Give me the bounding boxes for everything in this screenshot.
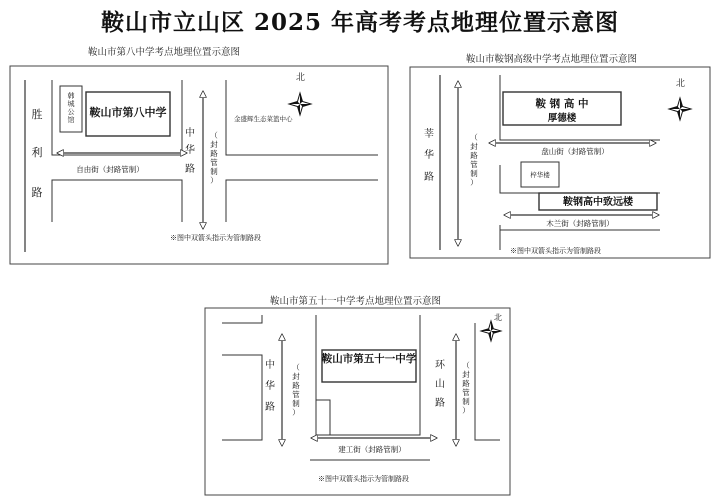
map3-school-block <box>316 315 420 435</box>
map3-block-nw <box>222 315 262 323</box>
map1-control-6: ） <box>210 176 218 185</box>
map1-street-label: 自由街（封路管制） <box>76 165 144 174</box>
map3-caption: 鞍山市第五十一中学考点地理位置示意图 <box>270 296 442 307</box>
map2-school-top-line2: 厚德楼 <box>547 113 577 124</box>
map3-note: ※图中双箭头指示为管制路段 <box>318 475 409 483</box>
map2-road-3: 路 <box>424 172 434 183</box>
map2-control-3: 路 <box>470 151 478 160</box>
map1-school-name: 鞍山市第八中学 <box>89 106 167 119</box>
page-title: 鞍山市立山区 2025 年高考考点地理位置示意图 <box>100 9 620 36</box>
map3-road-east-2: 山 <box>435 379 445 390</box>
map2 <box>410 67 710 258</box>
map3-control-west-3: 路 <box>292 381 300 390</box>
map2-caption: 鞍山市鞍钢高级中学考点地理位置示意图 <box>466 54 638 65</box>
map1-block-se <box>226 180 378 222</box>
map2-building-a-label: 梓华楼 <box>530 171 550 179</box>
map1-control-2: 封 <box>210 140 218 149</box>
map2-street-2: 木兰街（封路管制） <box>546 219 614 228</box>
map1-road-vertical-1: 中 <box>185 128 195 139</box>
map3-control-west-5: 制 <box>292 399 300 408</box>
map2-control-4: 管 <box>470 160 478 169</box>
map3-north-icon <box>481 321 501 341</box>
map2-road-1: 莘 <box>424 129 434 140</box>
map3-block-w <box>222 355 262 440</box>
map1-block-sw <box>52 180 182 222</box>
map3-street-label: 建工街（封路管制） <box>338 445 406 454</box>
map1-control-4: 管 <box>210 158 218 167</box>
map1-road-west-2: 利 <box>31 146 43 159</box>
map3-control-west-2: 封 <box>292 372 300 381</box>
map3-control-east-1: （ <box>462 361 470 370</box>
map1-control-3: 路 <box>210 149 218 158</box>
map1-north-label: 北 <box>296 73 306 83</box>
map2-frame <box>410 67 710 258</box>
map2-note: ※图中双箭头指示为管制路段 <box>510 247 601 255</box>
map3-road-east-3: 路 <box>435 398 445 409</box>
map1-note: ※图中双箭头指示为管制路段 <box>170 234 261 242</box>
map3-block-e <box>475 323 500 440</box>
map2-school-top-line1: 鞍 钢 高 中 <box>535 98 589 110</box>
map3-control-east-3: 路 <box>462 379 470 388</box>
map3-road-east-1: 环 <box>435 360 445 371</box>
map1-road-vertical-2: 华 <box>185 145 195 156</box>
map3-control-east-5: 制 <box>462 397 470 406</box>
map2-control-6: ） <box>470 178 478 187</box>
map3-school-name: 鞍山市第五十一中学 <box>321 353 417 365</box>
map1-road-vertical-3: 路 <box>185 164 195 175</box>
map3-north-label: 北 <box>494 313 502 322</box>
map3-control-west-6: ） <box>292 408 300 417</box>
map3-control-west-1: （ <box>292 363 300 372</box>
map1-caption: 鞍山市第八中学考点地理位置示意图 <box>88 47 241 58</box>
map3-control-west-4: 管 <box>292 390 300 399</box>
map3-road-west-2: 华 <box>265 381 275 392</box>
map1-control-1: （ <box>210 131 218 140</box>
map3-control-east-6: ） <box>462 406 470 415</box>
map1-building-b-label: 金盛辉生态菜篮中心 <box>234 115 293 123</box>
map2-road-2: 华 <box>424 150 434 161</box>
map2-block-mid-top <box>500 165 660 193</box>
map2-control-2: 封 <box>470 142 478 151</box>
map3-control-east-4: 管 <box>462 388 470 397</box>
map2-north-label: 北 <box>676 79 686 89</box>
map2-north-icon <box>669 98 691 120</box>
map3-control-east-2: 封 <box>462 370 470 379</box>
map3-road-west-1: 中 <box>265 360 275 371</box>
map3-road-west-3: 路 <box>265 402 275 413</box>
map1-building-a-label: 韩城公馆 <box>67 92 75 124</box>
map1-building-a-fo <box>61 92 81 132</box>
map1-road-west-3: 路 <box>31 186 43 199</box>
map2-street-1: 盘山街（封路管制） <box>541 147 609 156</box>
map1-road-west-1: 胜 <box>31 108 43 121</box>
map1-north-icon <box>289 93 311 115</box>
map2-control-5: 制 <box>470 169 478 178</box>
map2-school-bottom: 鞍钢高中致远楼 <box>563 197 633 208</box>
map1-control-5: 制 <box>210 167 218 176</box>
map3-inner-corner <box>316 400 330 435</box>
map2-control-1: （ <box>470 133 478 142</box>
